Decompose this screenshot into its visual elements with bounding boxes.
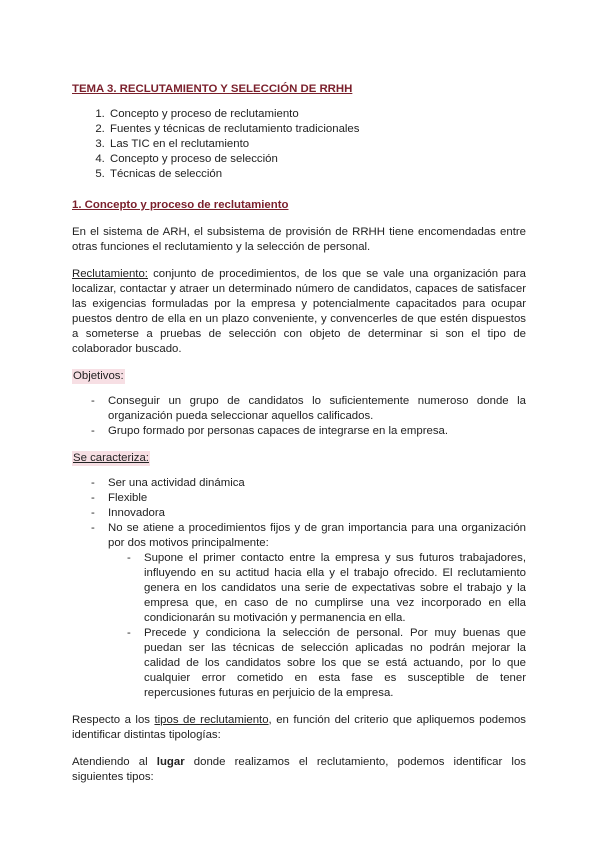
tipos-link: tipos de reclutamiento bbox=[154, 714, 269, 726]
document-title: TEMA 3. RECLUTAMIENTO Y SELECCIÓN DE RRHH bbox=[72, 83, 353, 95]
tipos-text-pre: Respecto a los bbox=[72, 714, 155, 726]
tipos-text-post: , en función del criterio que apliquemos podemos identificar distintas tipologías: bbox=[72, 714, 526, 741]
list-item: - Grupo formado por personas capaces de integrarse en la empresa. bbox=[108, 424, 526, 439]
caracteriza-label: Se caracteriza: bbox=[73, 452, 149, 464]
reclutamiento-term: Reclutamiento: bbox=[72, 268, 148, 280]
intro-paragraph: En el sistema de ARH, el subsistema de provisión de RRHH tiene encomendadas entre otras funciones el reclutamiento y la selección de personal. bbox=[72, 226, 526, 253]
toc-item: 4. Concepto y proceso de selección bbox=[108, 152, 526, 167]
tipos-paragraph bbox=[72, 713, 526, 743]
lugar-bold: lugar bbox=[156, 756, 185, 768]
list-item: - Precede y condiciona la selección de personal. Por muy buenas que puedan ser las técnicas de selección aplicadas no podrán mejorar la calidad de los candidatos sobre los que se está actuando, por lo que cualquier error cometido en esta fase es susceptible de tener repercusiones futuras en perjuicio de la empresa. bbox=[144, 626, 526, 701]
table-of-contents bbox=[72, 107, 526, 182]
toc-item: 1. Concepto y proceso de reclutamiento bbox=[108, 107, 526, 122]
list-item: - Flexible bbox=[108, 491, 526, 506]
list-item bbox=[108, 521, 526, 701]
objetivos-label: Objetivos: bbox=[73, 370, 124, 382]
list-item: - Innovadora bbox=[108, 506, 526, 521]
reclutamiento-definition: conjunto de procedimientos, de los que se vale una organización para localizar, contactar y atraer un determinado número de candidatos, capaces de satisfacer las exigencias formuladas por la empresa y potencialmente capacitados para ocupar puestos dentro de ella en un plazo conveniente, y convencerles de que estén dispuestos a someterse a pruebas de selección con objeto de determinar si son el tipo de colaborador buscado. bbox=[72, 268, 526, 355]
lugar-text-pre: Atendiendo al bbox=[72, 756, 157, 768]
caracteriza-label-line bbox=[72, 451, 526, 466]
list-item-text: No se atiene a procedimientos fijos y de gran importancia para una organización por dos motivos principalmente: bbox=[108, 522, 526, 549]
reclutamiento-paragraph bbox=[72, 267, 526, 357]
list-item: - Conseguir un grupo de candidatos lo suficientemente numeroso donde la organización pueda seleccionar aquellos calificados. bbox=[108, 394, 526, 424]
list-item: - Ser una actividad dinámica bbox=[108, 476, 526, 491]
lugar-paragraph bbox=[72, 755, 526, 785]
toc-item: 3. Las TIC en el reclutamiento bbox=[108, 137, 526, 152]
list-item: - Supone el primer contacto entre la empresa y sus futuros trabajadores, influyendo en su actitud hacia ella y el trabajo ofrecido. El reclutamiento genera en los candidatos una serie de expectativas sobre el trabajo y la empresa que, en caso de no cumplirse una vez incorporado en ella condicionarán su motivación y permanencia en ella. bbox=[144, 551, 526, 626]
motivos-list bbox=[108, 551, 526, 701]
objetivos-list bbox=[72, 394, 526, 439]
toc-item: 5. Técnicas de selección bbox=[108, 167, 526, 182]
toc-item: 2. Fuentes y técnicas de reclutamiento tradicionales bbox=[108, 122, 526, 137]
lugar-text-post: donde realizamos el reclutamiento, podemos identificar los siguientes tipos: bbox=[72, 756, 526, 783]
caracteristicas-list bbox=[72, 476, 526, 701]
section-heading: 1. Concepto y proceso de reclutamiento bbox=[72, 199, 289, 211]
objetivos-label-line bbox=[72, 369, 526, 384]
document-page bbox=[72, 82, 526, 785]
